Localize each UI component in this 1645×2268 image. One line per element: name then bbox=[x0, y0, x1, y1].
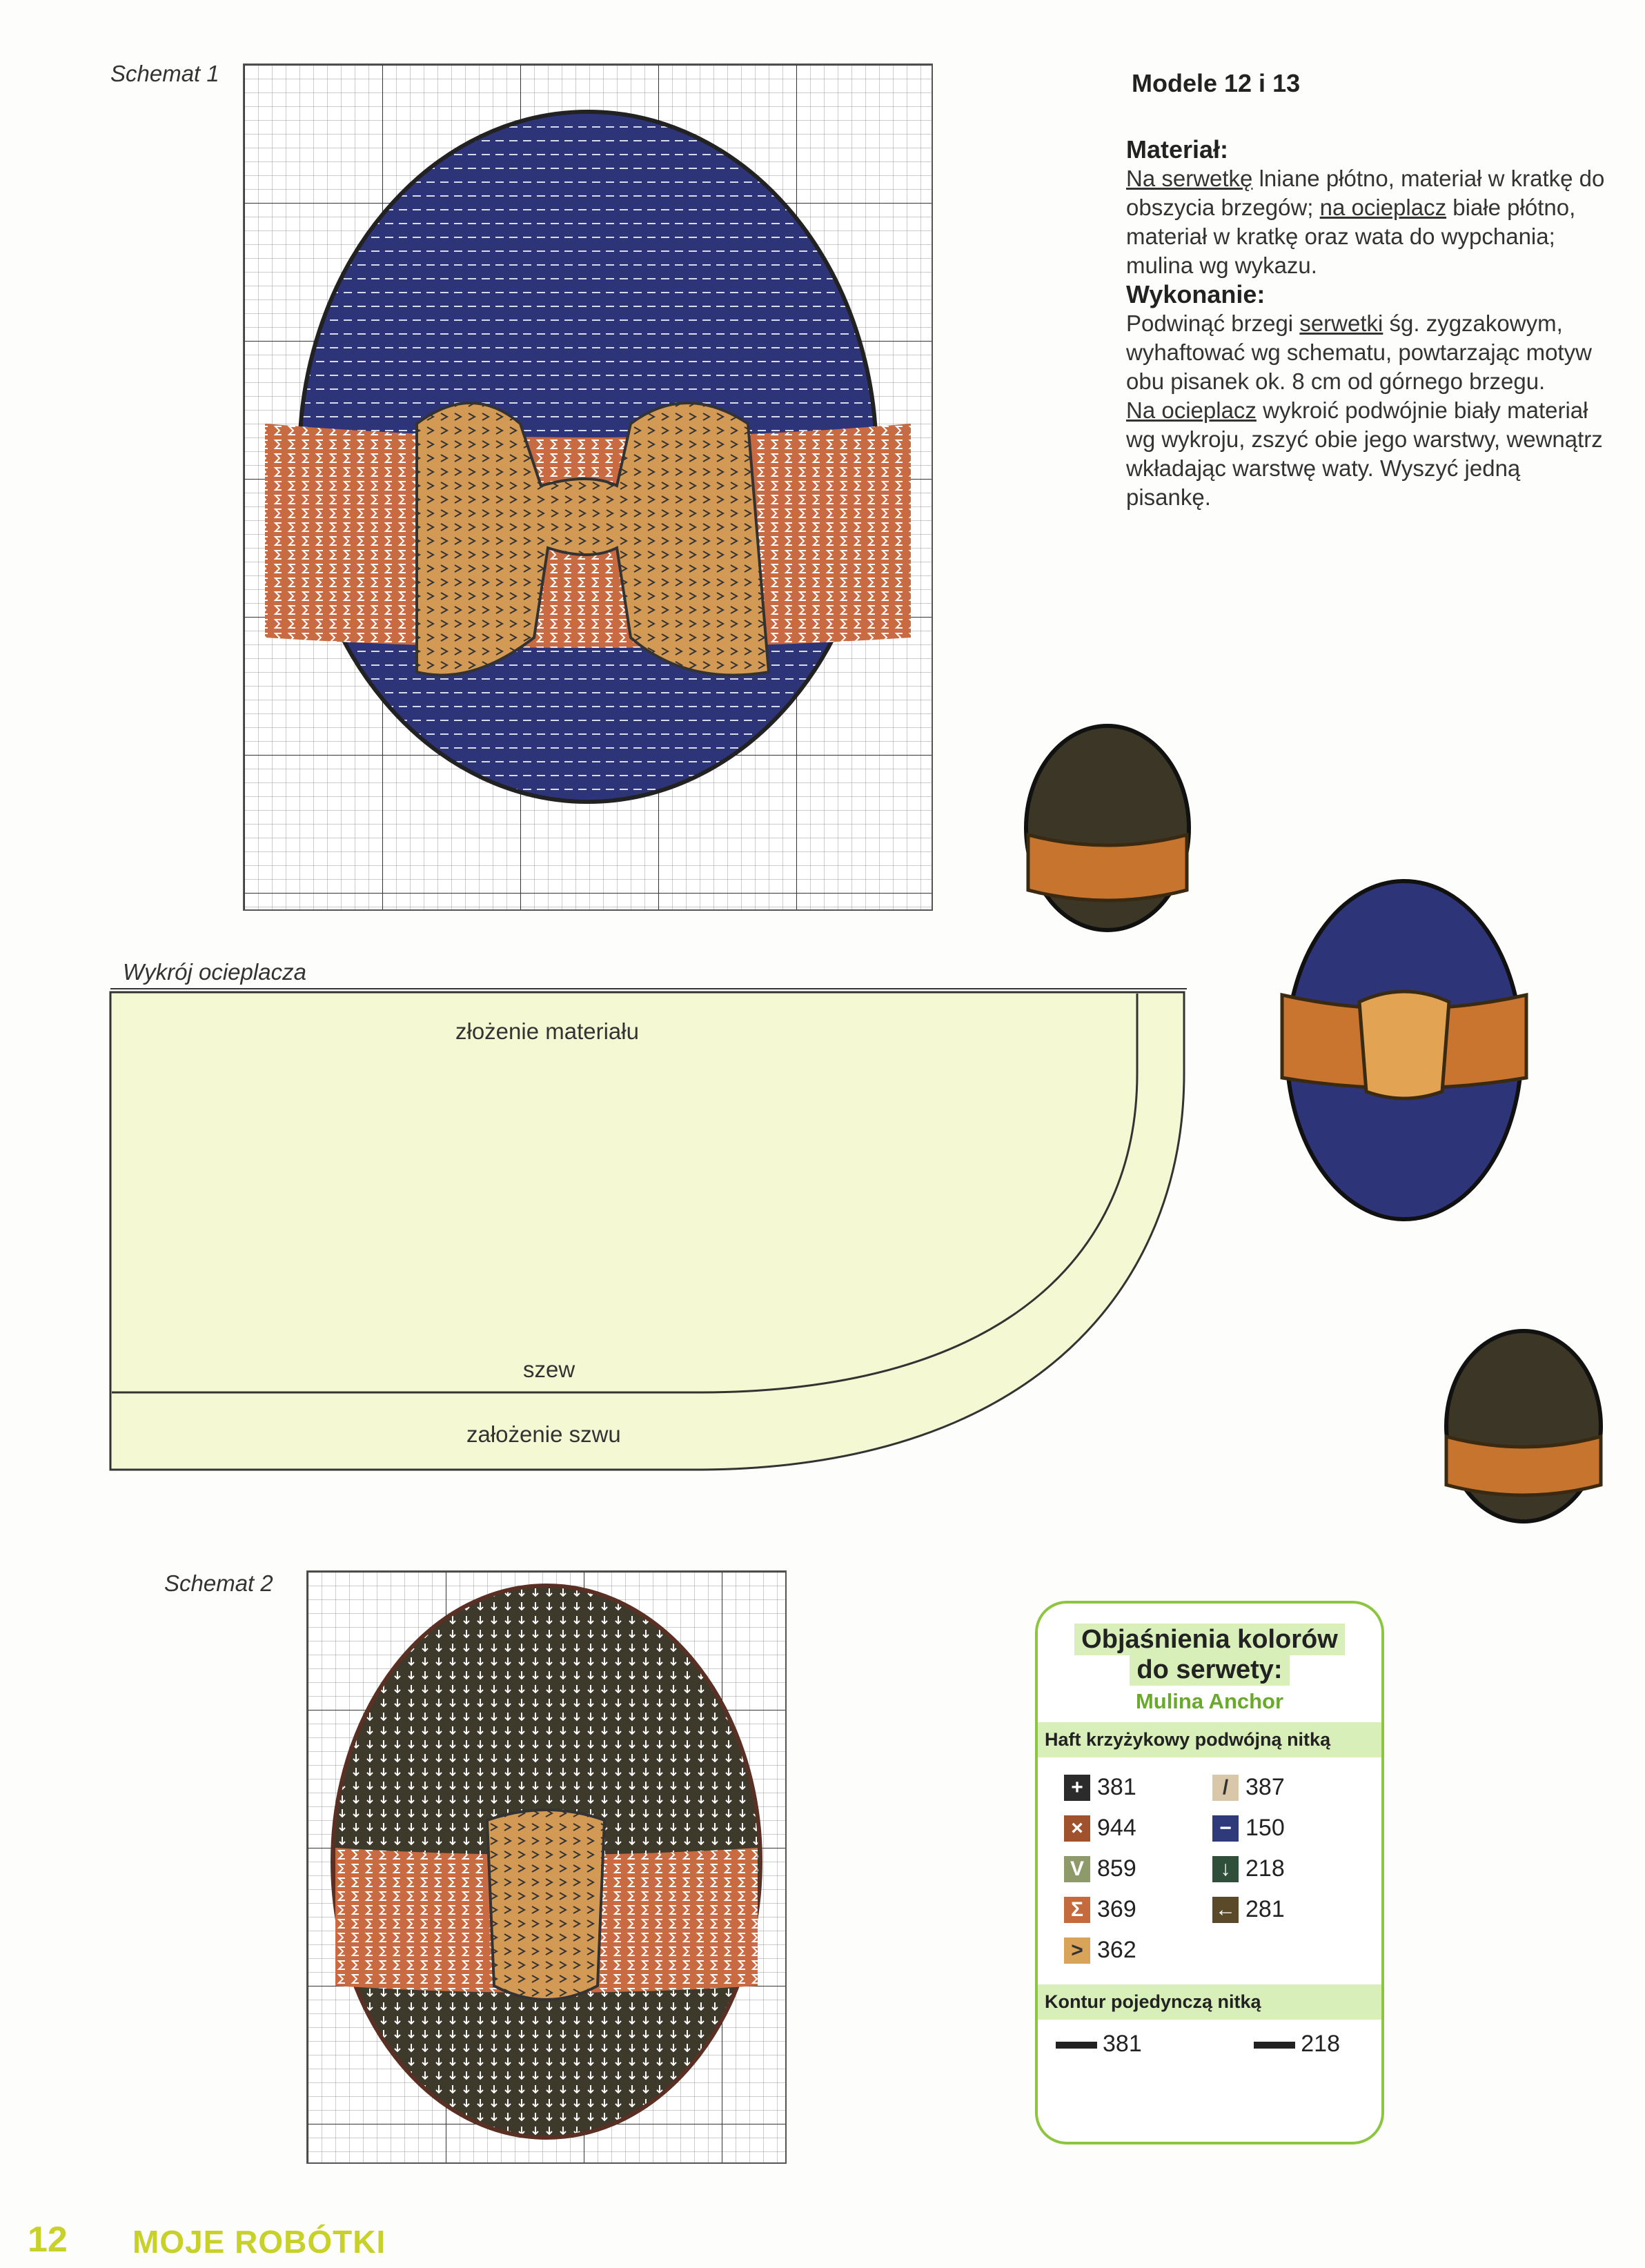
legend-code: 859 bbox=[1097, 1855, 1136, 1882]
schemat1-label: Schemat 1 bbox=[110, 61, 219, 86]
legend-item bbox=[1064, 1774, 1212, 1801]
legend-item bbox=[1212, 1815, 1361, 1842]
legend-title-line2: do serwety: bbox=[1130, 1654, 1289, 1686]
legend-code: 387 bbox=[1245, 1774, 1285, 1800]
legend-brand: Mulina Anchor bbox=[1135, 1689, 1284, 1713]
legend-item bbox=[1212, 1774, 1361, 1801]
arrow-left-icon: ← bbox=[1212, 1897, 1239, 1923]
fold-label: złożenie materiału bbox=[455, 1018, 639, 1044]
egg-photo-blue bbox=[1277, 871, 1532, 1230]
legend-code: 150 bbox=[1245, 1815, 1285, 1841]
schemat1-chart bbox=[243, 63, 933, 911]
plus-icon: + bbox=[1064, 1775, 1090, 1801]
sigma-icon: Σ bbox=[1064, 1897, 1090, 1923]
execution-text-1 bbox=[1126, 309, 1609, 396]
cross-icon: × bbox=[1064, 1815, 1090, 1842]
egg-photo-small-top bbox=[1014, 718, 1201, 938]
color-legend bbox=[1035, 1601, 1384, 2144]
outline-items bbox=[1038, 2020, 1381, 2058]
pattern-title-rule bbox=[110, 988, 1187, 989]
legend-items bbox=[1038, 1757, 1381, 1976]
material-text bbox=[1126, 164, 1609, 280]
material-link-serwetka: Na serwetkę bbox=[1126, 166, 1253, 191]
outline-item bbox=[1056, 2031, 1142, 2058]
legend-item bbox=[1064, 1937, 1212, 1964]
material-text-2: białe płótno, materiał w kratkę oraz wata do wypchania; mulina wg wykazu. bbox=[1126, 195, 1576, 278]
line-icon bbox=[1056, 2042, 1097, 2049]
outline-heading: Kontur pojedynczą nitką bbox=[1038, 1984, 1381, 2020]
execution-link-serwetki: serwetki bbox=[1299, 310, 1383, 336]
v-icon: V bbox=[1064, 1856, 1090, 1882]
legend-item bbox=[1064, 1896, 1212, 1923]
legend-item bbox=[1064, 1815, 1212, 1842]
pattern-piece bbox=[109, 991, 1187, 1474]
schemat2-chart bbox=[306, 1570, 787, 2164]
legend-code: 281 bbox=[1245, 1896, 1285, 1922]
legend-code: 369 bbox=[1097, 1896, 1136, 1922]
page-number: 12 bbox=[28, 2220, 68, 2260]
execution-link-ocieplacz: Na ocieplacz bbox=[1126, 397, 1257, 423]
legend-code: 944 bbox=[1097, 1815, 1136, 1841]
egg-photo-small-bottom bbox=[1434, 1326, 1613, 1526]
line-icon bbox=[1254, 2042, 1295, 2049]
material-link-ocieplacz: na ocieplacz bbox=[1319, 195, 1447, 220]
legend-item bbox=[1064, 1855, 1212, 1882]
legend-title bbox=[1038, 1624, 1381, 1685]
model-title: Modele 12 i 13 bbox=[1132, 69, 1301, 97]
outline-code: 218 bbox=[1301, 2031, 1340, 2057]
execution-heading: Wykonanie: bbox=[1126, 280, 1265, 308]
egg2-bow bbox=[487, 1810, 604, 2000]
allowance-label: założenie szwu bbox=[466, 1421, 621, 1447]
instructions-block bbox=[1126, 135, 1609, 512]
execution-text-1a: Podwinąć brzegi bbox=[1126, 310, 1300, 336]
legend-item bbox=[1212, 1896, 1361, 1923]
pattern-title: Wykrój ocieplacza bbox=[123, 959, 306, 985]
legend-item bbox=[1212, 1855, 1361, 1882]
magazine-name: MOJE ROBÓTKI bbox=[132, 2224, 386, 2260]
legend-code: 218 bbox=[1245, 1855, 1285, 1882]
legend-code: 362 bbox=[1097, 1937, 1136, 1963]
execution-text-2b: wykroić podwójnie biały materiał wg wykroju, zszyć obie jego warstwy, wewnątrz wkładając warstwę waty. Wyszyć jedną pisankę. bbox=[1126, 397, 1603, 510]
legend-title-line1: Objaśnienia kolorów bbox=[1074, 1624, 1345, 1655]
outline-item bbox=[1254, 2031, 1340, 2058]
dash-icon: − bbox=[1212, 1815, 1239, 1842]
slash-icon: / bbox=[1212, 1775, 1239, 1801]
legend-code: 381 bbox=[1097, 1774, 1136, 1800]
material-heading: Materiał: bbox=[1126, 135, 1229, 164]
execution-text-1b: śg. zygzakowym, wyhaftować wg schematu, powtarzając motyw obu pisanek ok. 8 cm od górnego brzegu. bbox=[1126, 310, 1592, 394]
execution-text-2 bbox=[1126, 396, 1609, 512]
arrow-down-icon: ↓ bbox=[1212, 1856, 1239, 1882]
schemat2-label: Schemat 2 bbox=[164, 1570, 273, 1596]
chevron-right-icon: > bbox=[1064, 1937, 1090, 1964]
cross-stitch-heading: Haft krzyżykowy podwójną nitką bbox=[1038, 1722, 1381, 1757]
seam-label: szew bbox=[523, 1357, 575, 1382]
material-text-1: lniane płótno, materiał w kratkę do obszycia brzegów; bbox=[1126, 166, 1605, 220]
outline-code: 381 bbox=[1103, 2031, 1142, 2057]
